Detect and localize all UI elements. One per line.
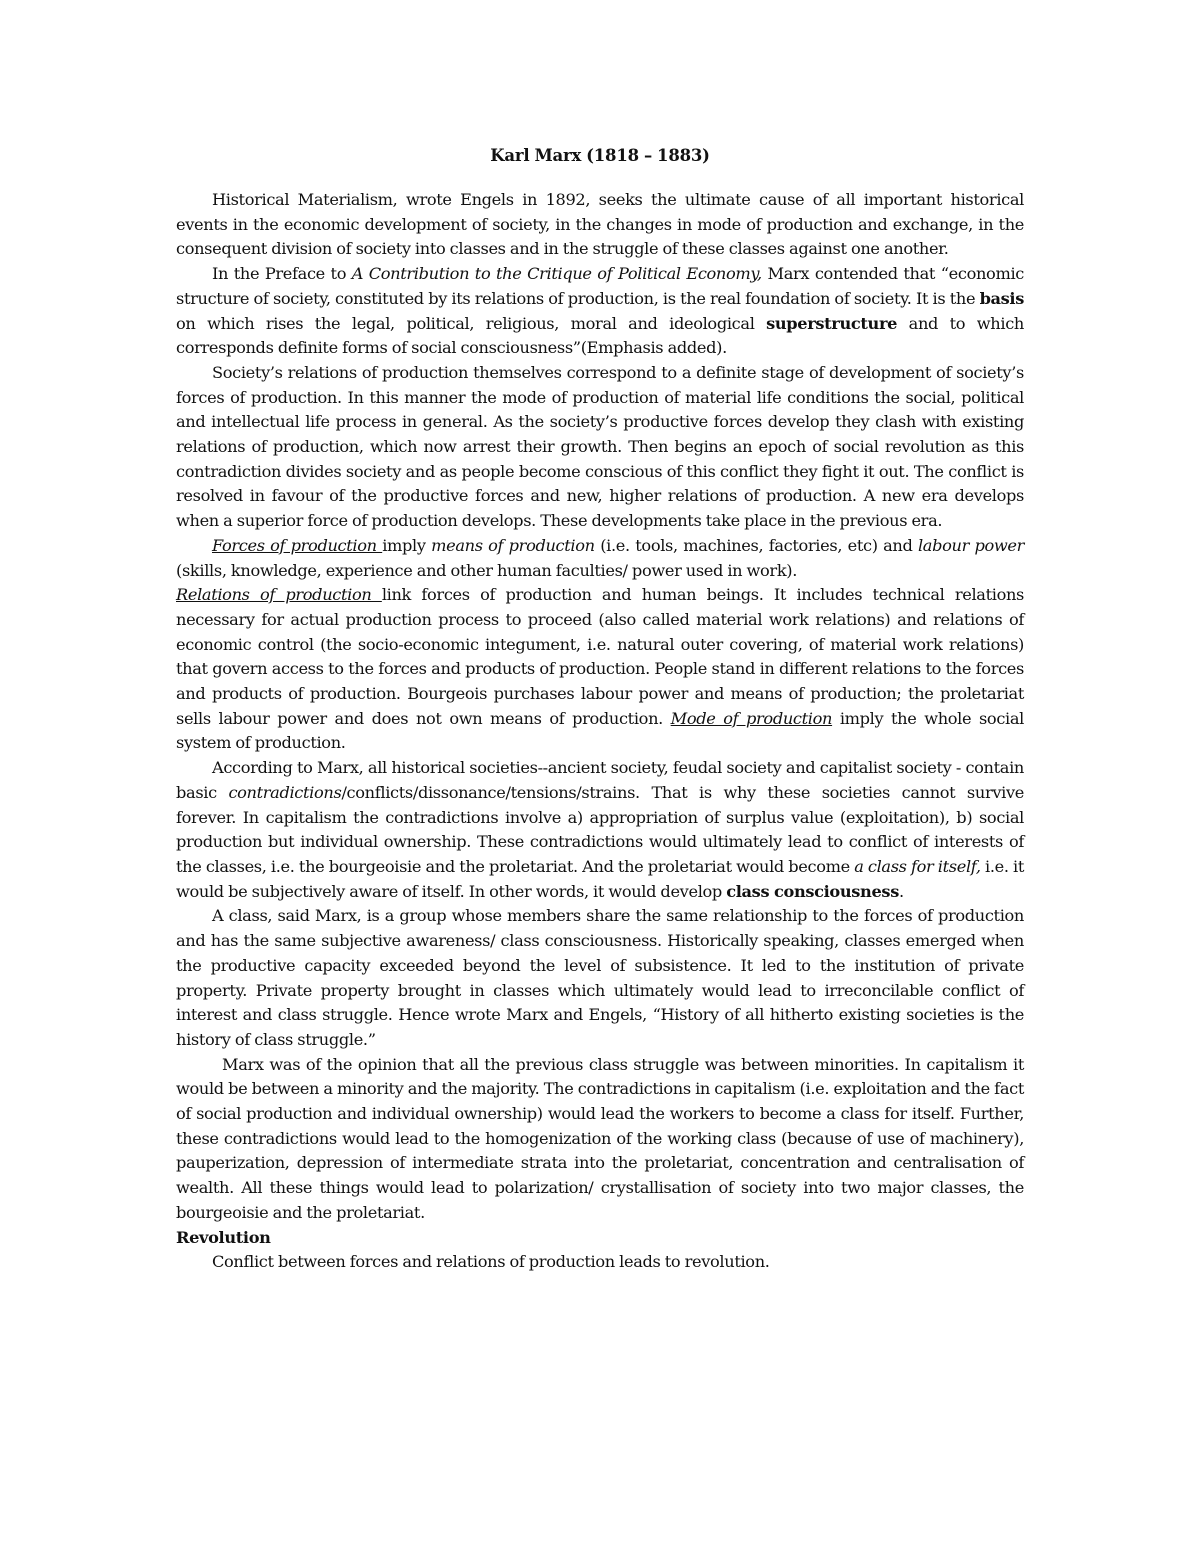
text-run: on which rises the legal, political, religious, moral and ideological <box>176 313 767 333</box>
text-run: (skills, knowledge, experience and other human faculties/ power used in work). <box>176 560 798 580</box>
text-run: In the Preface to <box>212 264 352 284</box>
text-run: . <box>898 881 904 901</box>
paragraph-forces-of-production <box>176 534 1024 756</box>
text-run: Marx contended that “economic structure of society, constituted by its relations of production, is the real foundation of society. It is the <box>176 264 1024 308</box>
text-run: imply the whole social system of production. <box>176 708 1024 753</box>
term-class-for-itself: a class for itself, <box>854 856 981 876</box>
paragraph-class-struggle: Marx was of the opinion that all the previous class struggle was between minorities. In capitalism it would be between a minority and the majority. The contradictions in capitalism (i.e. exploitation and the fact of social production and individual ownership) would lead the workers to become a class for itself. Further, these contradictions would lead to the homogenization of the working class (because of use of machinery), pauperization, depression of intermediate strata into the proletariat, concentration and centralisation of wealth. All these things would lead to polarization/ crystallisation of society into two major classes, the bourgeoisie and the proletariat. <box>176 1054 1024 1222</box>
term-contradictions: contradictions <box>228 782 342 802</box>
text-run: link forces of production and human beings. It includes technical relations necessary for actual production process to proceed (also called material work relations) and relations of economic control (the socio-economic integument, i.e. natural outer covering, of material work relations) that govern access to the forces and products of production. People stand in different relations to the forces and products of production. Bourgeois purchases labour power and means of production; the proletariat sells labour power and does not own means of production. <box>176 585 1024 728</box>
term-class-consciousness: class consciousness <box>726 881 899 901</box>
term-relations-of-production: Relations of production <box>176 585 382 605</box>
emphasis-basis: basis <box>979 288 1024 308</box>
paragraph-contradictions <box>176 756 1024 904</box>
text-run: According to Marx, all historical societies--ancient society, feudal society and capitalist society - contain basic <box>176 758 1024 802</box>
term-labour-power: labour power <box>917 535 1024 555</box>
paragraph-revolution: Conflict between forces and relations of production leads to revolution. <box>212 1252 770 1272</box>
paragraph-historical-materialism: Historical Materialism, wrote Engels in 1892, seeks the ultimate cause of all important historical events in the economic development of society, in the changes in mode of production and exchange, in the consequent division of society into classes and in the struggle of these classes against one another. <box>176 190 1024 259</box>
text-run: /conflicts/dissonance/tensions/strains. That is why these societies cannot survive forever. In capitalism the contradictions involve a) appropriation of surplus value (exploitation), b) social production but individual ownership. These contradictions would ultimately lead to conflict of interests of the classes, i.e. the bourgeoisie and the proletariat. And the proletariat would become <box>176 782 1025 876</box>
page-title: Karl Marx (1818 – 1883) <box>490 146 710 165</box>
text-run: (i.e. tools, machines, factories, etc) and <box>594 535 918 555</box>
book-title: A Contribution to the Critique of Political Economy, <box>351 264 762 284</box>
term-means-of-production: means of production <box>431 535 595 555</box>
paragraph-relations-of-production: Society’s relations of production themselves correspond to a definite stage of development of society’s forces of production. In this manner the mode of production of material life conditions the social, political and intellectual life process in general. As the society’s productive forces develop they clash with existing relations of production, which now arrest their growth. Then begins an epoch of social revolution as this contradiction divides society and as people become conscious of this conflict they fight it out. The conflict is resolved in favour of the productive forces and new, higher relations of production. A new era develops when a superior force of production develops. These developments take place in the previous era. <box>176 362 1024 531</box>
term-forces-of-production: Forces of production <box>212 535 383 555</box>
term-mode-of-production: Mode of production <box>670 708 833 728</box>
text-run: imply <box>382 535 432 555</box>
heading-revolution: Revolution <box>176 1227 271 1247</box>
document-body <box>176 146 1024 1275</box>
paragraph-class-definition: A class, said Marx, is a group whose members share the same relationship to the forces of production and has the same subjective awareness/ class consciousness. Historically speaking, classes emerged when the productive capacity exceeded beyond the level of subsistence. It led to the institution of private property. Private property brought in classes which ultimately would lead to irreconcilable conflict of interest and class struggle. Hence wrote Marx and Engels, “History of all hitherto existing societies is the history of class struggle.” <box>176 906 1024 1049</box>
paragraph-preface <box>176 262 1024 361</box>
text-run: and to which corresponds definite forms of social consciousness”(Emphasis added). <box>176 313 1024 358</box>
emphasis-superstructure: superstructure <box>766 313 898 333</box>
text-run: i.e. it would be subjectively aware of itself. In other words, it would develop <box>176 856 1024 901</box>
